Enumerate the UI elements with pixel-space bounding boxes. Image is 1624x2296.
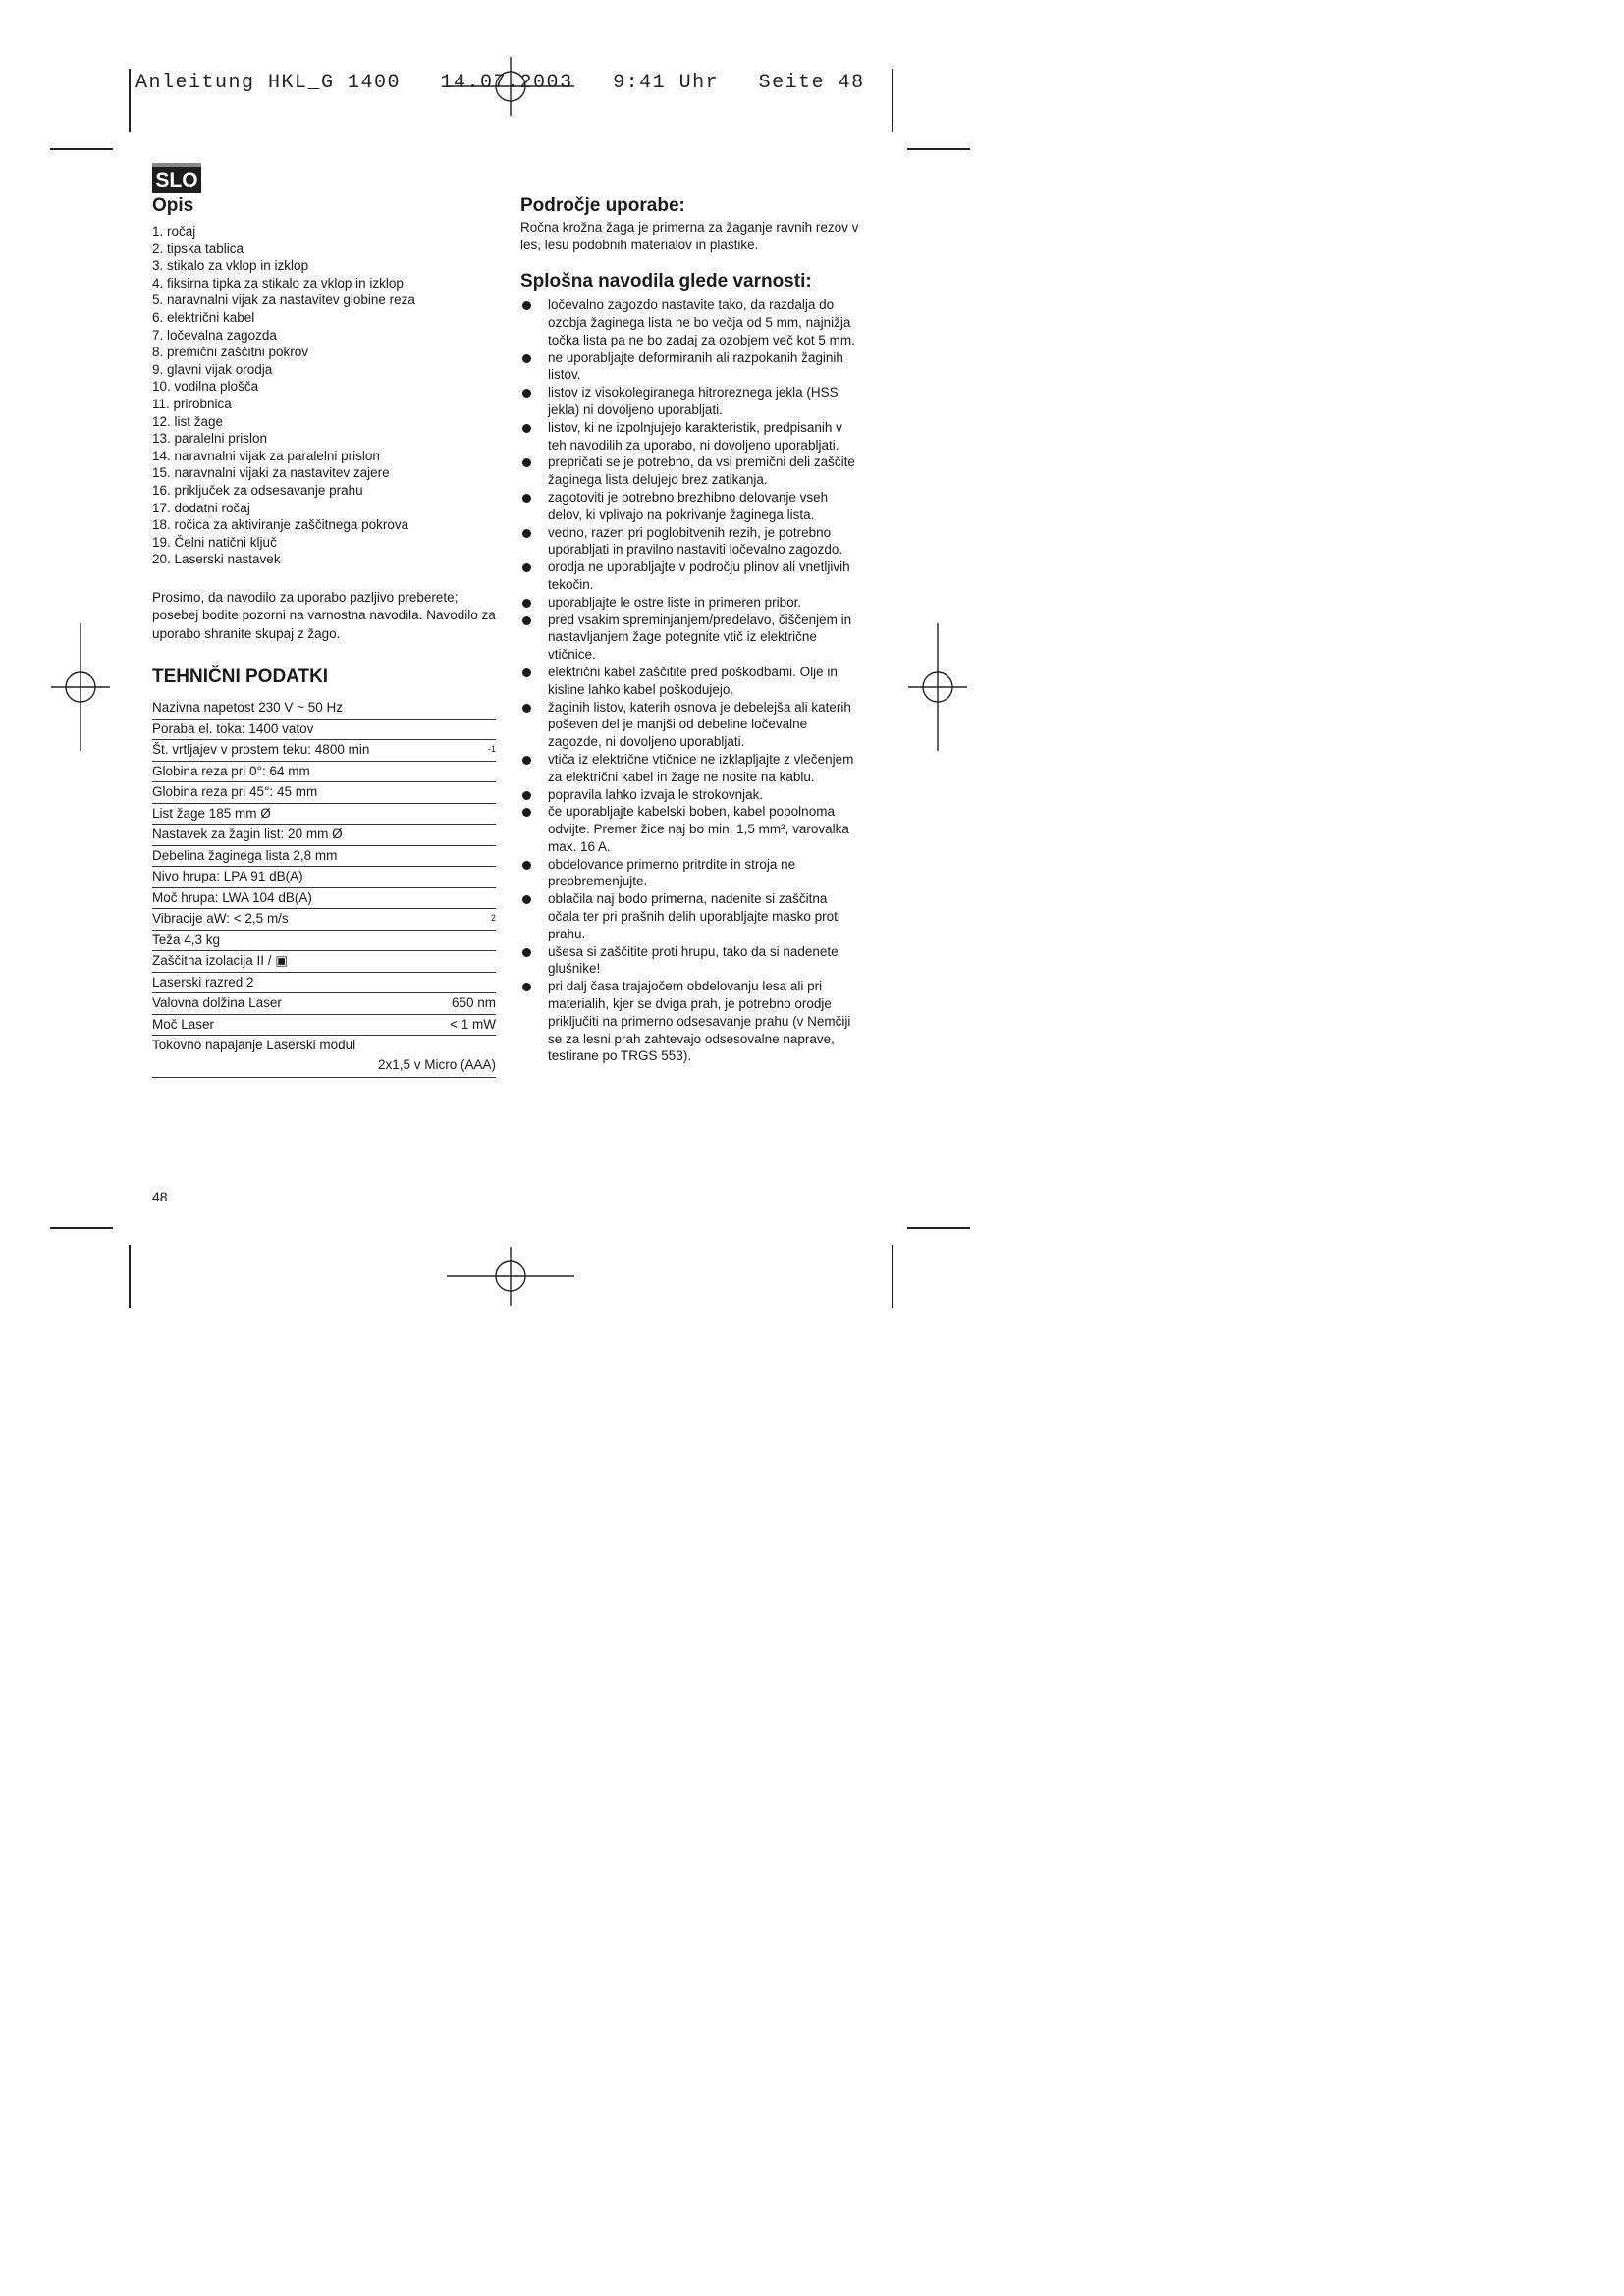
list-item (520, 943, 859, 979)
list-item: 15. naravnalni vijaki za nastavitev zajere (152, 465, 390, 481)
tech-label: Moč hrupa: LWA 104 dB(A) (152, 889, 312, 905)
list-item (520, 489, 859, 524)
bullet-icon (522, 983, 531, 991)
bullet-text: oblačila naj bodo primerna, nadenite si zaščitna očala ter pri prašnih delih uporabljajte masko proti prahu. (548, 891, 840, 941)
bullet-icon (522, 389, 531, 398)
bullet-icon (522, 563, 531, 572)
tech-table (152, 698, 496, 1078)
tech-label: Debelina žaginega lista 2,8 mm (152, 847, 338, 863)
reading-note: Prosimo, da navodilo za uporabo pazljivo preberete; posebej bodite pozorni na varnostna navodila. Navodilo za uporabo shranite skupaj z žago. (152, 589, 496, 641)
list-item: 8. premični zaščitni pokrov (152, 345, 309, 360)
registration-mark-icon (51, 623, 110, 751)
page-number: 48 (152, 1189, 168, 1204)
bullet-text: pred vsakim spreminjanjem/predelavo, čiščenjem in nastavljanjem žage potegnite vtič iz električne vtičnice. (548, 612, 852, 663)
list-item: 17. dodatni ročaj (152, 500, 250, 515)
list-item: 6. električni kabel (152, 309, 255, 325)
list-item (520, 384, 859, 419)
bullet-icon (522, 861, 531, 870)
tech-label: List žage 185 mm Ø (152, 805, 271, 821)
list-item: 2. tipska tablica (152, 240, 244, 256)
bullet-text: vedno, razen pri poglobitvenih rezih, je potrebno uporabljati in pravilno nastaviti ločevalno zagozdo. (548, 524, 843, 558)
bullet-text: električni kabel zaščitite pred poškodbami. Olje in kisline lahko kabel poškodujejo. (548, 664, 838, 697)
table-row (152, 951, 496, 973)
section-title-usage: Področje uporabe: (520, 195, 685, 216)
tech-label: Nazivna napetost 230 V ~ 50 Hz (152, 700, 343, 716)
bullet-text: ločevalno zagozdo nastavite tako, da razdalja do ozobja žaginega lista ne bo večja od 5 mm, najnižja točka lista pa ne bo zadaj za ozobjem več kot 5 mm. (548, 297, 855, 347)
bullet-icon (522, 756, 531, 765)
table-row (152, 993, 496, 1015)
table-row (152, 804, 496, 826)
list-item: 5. naravnalni vijak za nastavitev globine reza (152, 293, 415, 308)
bullet-text: žaginih listov, katerih osnova je debelejša ali katerih poševen del je manjši od debeline ločevalne zagozde, ni dovoljeno uporabljati. (548, 699, 851, 750)
tech-value: < 1 mW (450, 1016, 496, 1032)
tech-label: Valovna dolžina Laser (152, 995, 282, 1011)
crop-mark (907, 148, 970, 150)
tech-value: 650 nm (451, 995, 496, 1011)
list-item (520, 856, 859, 891)
bullet-icon (522, 616, 531, 625)
list-item: 16. priključek za odsesavanje prahu (152, 482, 363, 498)
table-row (152, 1015, 496, 1037)
tech-value: -1 (487, 744, 496, 755)
table-row (152, 698, 496, 720)
table-row (152, 825, 496, 846)
list-item (520, 559, 859, 594)
tech-label: Laserski razred 2 (152, 974, 254, 989)
list-item (520, 454, 859, 489)
list-item: 4. fiksirna tipka za stikalo za vklop in izklop (152, 275, 404, 291)
list-item (520, 612, 859, 664)
bullet-icon (522, 494, 531, 503)
bullet-text: obdelovance primerno pritrdite in stroja ne preobremenjujte. (548, 856, 796, 889)
tech-label: Nivo hrupa: LPA 91 dB(A) (152, 869, 303, 884)
table-row (152, 762, 496, 783)
list-item (520, 524, 859, 560)
list-item: 20. Laserski nastavek (152, 552, 281, 567)
crop-mark (129, 1245, 131, 1308)
table-row (152, 867, 496, 888)
crop-mark (50, 1227, 113, 1229)
table-row (152, 782, 496, 804)
registration-mark-icon (447, 57, 574, 116)
list-item: 19. Čelni natični ključ (152, 534, 277, 550)
table-row (152, 931, 496, 952)
bullet-icon (522, 354, 531, 363)
language-badge: SLO (152, 163, 201, 193)
tech-label: Globina reza pri 45°: 45 mm (152, 784, 318, 800)
tech-value: 2 (490, 913, 496, 924)
bullet-text: pri dalj časa trajajočem obdelovanju lesa ali pri materialih, kjer se dviga prah, je potrebno orodje priključiti na primerno odsesavanje prahu (v Nemčiji se za lesni prah zahtevajo odsesovalne naprave, testirane po TRGS 553). (548, 979, 851, 1064)
list-item (520, 890, 859, 942)
crop-mark (129, 69, 131, 132)
bullet-icon (522, 668, 531, 677)
bullet-icon (522, 895, 531, 904)
bullet-icon (522, 599, 531, 608)
bullet-text: če uporabljajte kabelski boben, kabel popolnoma odvijte. Premer žice naj bo min. 1,5 mm², varovalka max. 16 A. (548, 804, 849, 854)
safety-list (520, 296, 859, 1065)
bullet-icon (522, 424, 531, 433)
section-title-tech: TEHNIČNI PODATKI (152, 667, 329, 688)
bullet-text: orodja ne uporabljajte v področju plinov ali vnetljivih tekočin. (548, 560, 850, 592)
crop-mark (907, 1227, 970, 1229)
list-item: 7. ločevalna zagozda (152, 327, 277, 343)
tech-label: Tokovno napajanje Laserski modul (152, 1038, 356, 1053)
table-row (152, 909, 496, 931)
tech-label: Teža 4,3 kg (152, 932, 221, 947)
table-row (152, 973, 496, 994)
tech-label: Zaščitna izolacija II / ▣ (152, 953, 289, 969)
crop-mark (50, 148, 113, 150)
crop-mark (892, 1245, 893, 1308)
bullet-icon (522, 791, 531, 800)
bullet-text: vtiča iz električne vtičnice ne izklapljajte z vlečenjem za električni kabel in žage ne nosite na kablu. (548, 751, 854, 784)
list-item: 13. paralelni prislon (152, 431, 268, 447)
bullet-text: popravila lahko izvaja le strokovnjak. (548, 786, 764, 802)
bullet-icon (522, 948, 531, 957)
bullet-text: uporabljajte le ostre liste in primeren pribor. (548, 594, 802, 610)
list-item: 14. naravnalni vijak za paralelni prislon (152, 448, 380, 463)
bullet-icon (522, 704, 531, 713)
list-item (520, 978, 859, 1065)
tech-label: Št. vrtljajev v prostem teku: 4800 min (152, 742, 370, 758)
list-item: 11. prirobnica (152, 396, 232, 411)
crop-mark (892, 69, 893, 132)
bullet-text: zagotoviti je potrebno brezhibno delovanje vseh delov, ki vplivajo na pokrivanje žaginega lista. (548, 489, 829, 522)
tech-label: Poraba el. toka: 1400 vatov (152, 721, 314, 736)
list-item (520, 699, 859, 751)
list-item: 3. stikalo za vklop in izklop (152, 258, 309, 274)
tech-label: Nastavek za žagin list: 20 mm Ø (152, 827, 343, 842)
list-item (520, 786, 859, 804)
table-row (152, 1036, 496, 1078)
list-item (520, 664, 859, 699)
table-row (152, 846, 496, 868)
registration-mark-icon (447, 1247, 574, 1306)
tech-label: Globina reza pri 0°: 64 mm (152, 763, 310, 778)
list-item (520, 594, 859, 612)
section-title-safety: Splošna navodila glede varnosti: (520, 271, 812, 293)
list-item (520, 419, 859, 454)
usage-text: Ročna krožna žaga je primerna za žaganje ravnih rezov v les, lesu podobnih materialov in plastike. (520, 220, 859, 252)
bullet-text: ušesa si zaščitite proti hrupu, tako da si nadenete glušnike! (548, 943, 839, 977)
tech-label: Moč Laser (152, 1016, 215, 1032)
list-item: 12. list žage (152, 413, 224, 429)
bullet-icon (522, 808, 531, 817)
tech-label: Vibracije aW: < 2,5 m/s (152, 911, 289, 927)
bullet-text: prepričati se je potrebno, da vsi premični deli zaščite žaginega lista delujejo brez zatikanja. (548, 454, 855, 488)
tech-value: 2x1,5 v Micro (AAA) (377, 1057, 496, 1073)
bullet-text: listov, ki ne izpolnjujejo karakteristik, predpisanih v teh navodilih za uporabo, ni dovoljeno uporabljati. (548, 419, 842, 453)
list-item: 1. ročaj (152, 224, 196, 239)
registration-mark-icon (908, 623, 967, 751)
left-column (152, 195, 496, 1078)
right-column (520, 195, 859, 1065)
list-item (520, 296, 859, 348)
list-item: 9. glavni vijak orodja (152, 361, 273, 377)
bullet-icon (522, 458, 531, 467)
list-item: 10. vodilna plošča (152, 379, 259, 395)
table-row (152, 740, 496, 762)
list-item (520, 751, 859, 786)
print-header: Anleitung HKL_G 1400 14.07.2003 9:41 Uhr Seite 48 (135, 72, 865, 94)
parts-list (152, 223, 496, 568)
list-item (520, 803, 859, 855)
section-title-opis: Opis (152, 195, 194, 216)
list-item: 18. ročica za aktiviranje zaščitnega pokrova (152, 517, 409, 533)
bullet-icon (522, 529, 531, 538)
bullet-text: ne uporabljajte deformiranih ali razpokanih žaginih listov. (548, 349, 843, 383)
list-item (520, 349, 859, 385)
table-row (152, 720, 496, 741)
table-row (152, 888, 496, 910)
bullet-text: listov iz visokolegiranega hitroreznega jekla (HSS jekla) ni dovoljeno uporabljati. (548, 385, 839, 417)
bullet-icon (522, 301, 531, 310)
